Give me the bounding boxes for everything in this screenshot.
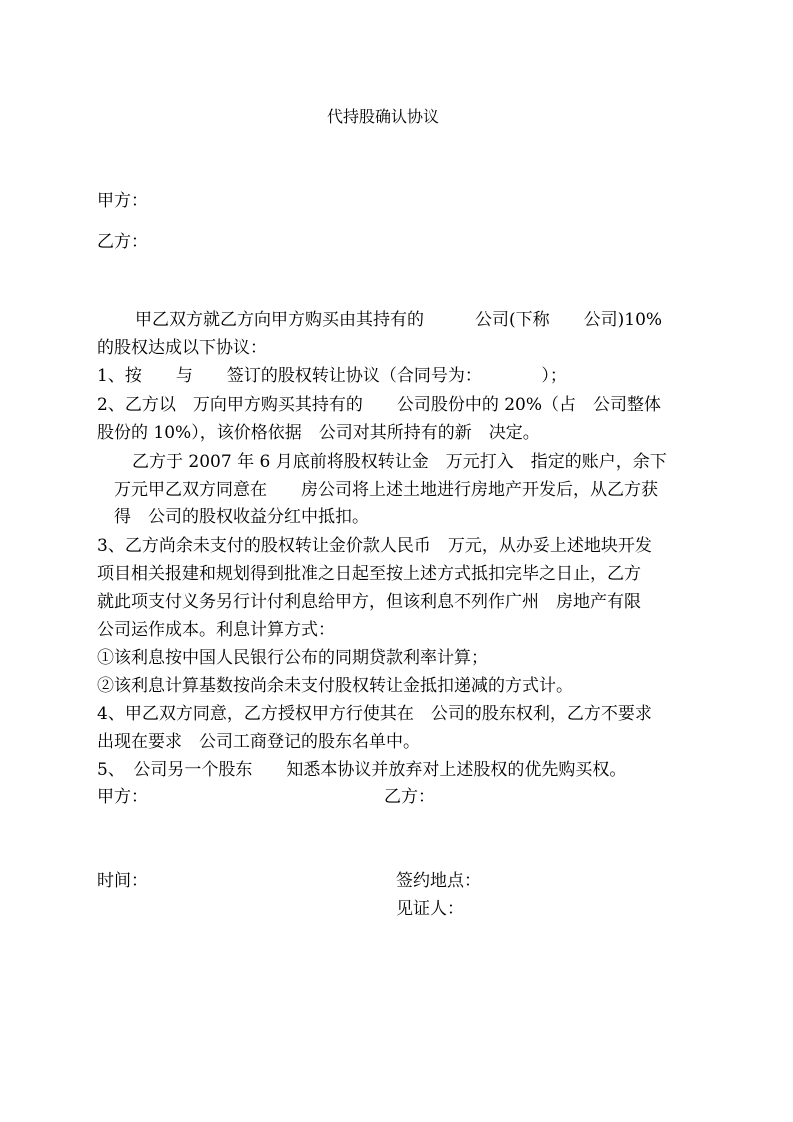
clause-3-line-4: 公司运作成本。利息计算方式： (97, 620, 335, 640)
intro-line-2: 的股权达成以下协议： (97, 338, 267, 358)
signing-place: 签约地点： (396, 871, 481, 891)
clause-3-line-3: 就此项支付义务另行计付利息给甲方，但该利息不列作广州 房地产有限 (97, 592, 641, 612)
clause-4-line-2: 出现在要求 公司工商登记的股东名单中。 (97, 732, 420, 752)
sub-item-2: ②该利息计算基数按尚余未支付股权转让金抵扣递减的方式计。 (97, 676, 573, 696)
clause-2-line-2: 股份的 10%），该价格依据 公司对其所持有的新 决定。 (97, 423, 540, 443)
signature-party-a: 甲方： (97, 787, 148, 807)
party-a-label: 甲方： (97, 191, 148, 211)
intro-line-1: 甲乙双方就乙方向甲方购买由其持有的 公司(下称 公司)10% (135, 310, 663, 330)
signing-time: 时间： (97, 871, 148, 891)
clause-2-line-1: 2、乙方以 万向甲方购买其持有的 公司股份中的 20%（占 公司整体 (97, 395, 662, 415)
clause-4-line-1: 4、甲乙双方同意，乙方授权甲方行使其在 公司的股东权利，乙方不要求 (97, 704, 652, 724)
clause-3-line-1: 3、乙方尚余未支付的股权转让金价款人民币 万元，从办妥上述地块开发 (97, 536, 652, 556)
paragraph-2-line-3: 得 公司的股权收益分红中抵扣。 (97, 507, 369, 527)
clause-3-line-2: 项目相关报建和规划得到批准之日起至按上述方式抵扣完毕之日止，乙方 (97, 564, 641, 584)
document-title: 代持股确认协议 (327, 107, 440, 126)
party-b-label: 乙方： (97, 232, 148, 252)
sub-item-1: ①该利息按中国人民银行公布的同期贷款利率计算； (97, 648, 488, 668)
signature-party-b: 乙方： (384, 787, 435, 807)
clause-5: 5、 公司另一个股东 知悉本协议并放弃对上述股权的优先购买权。 (97, 760, 627, 780)
paragraph-2-line-1: 乙方于 2007 年 6 月底前将股权转让金 万元打入 指定的账户，余下 (132, 452, 667, 472)
paragraph-2-line-2: 万元甲乙双方同意在 房公司将上述土地进行房地产开发后，从乙方获 (97, 480, 658, 500)
witness: 见证人： (396, 899, 464, 919)
clause-1: 1、按 与 签订的股权转让协议（合同号为： ）； (97, 366, 567, 386)
